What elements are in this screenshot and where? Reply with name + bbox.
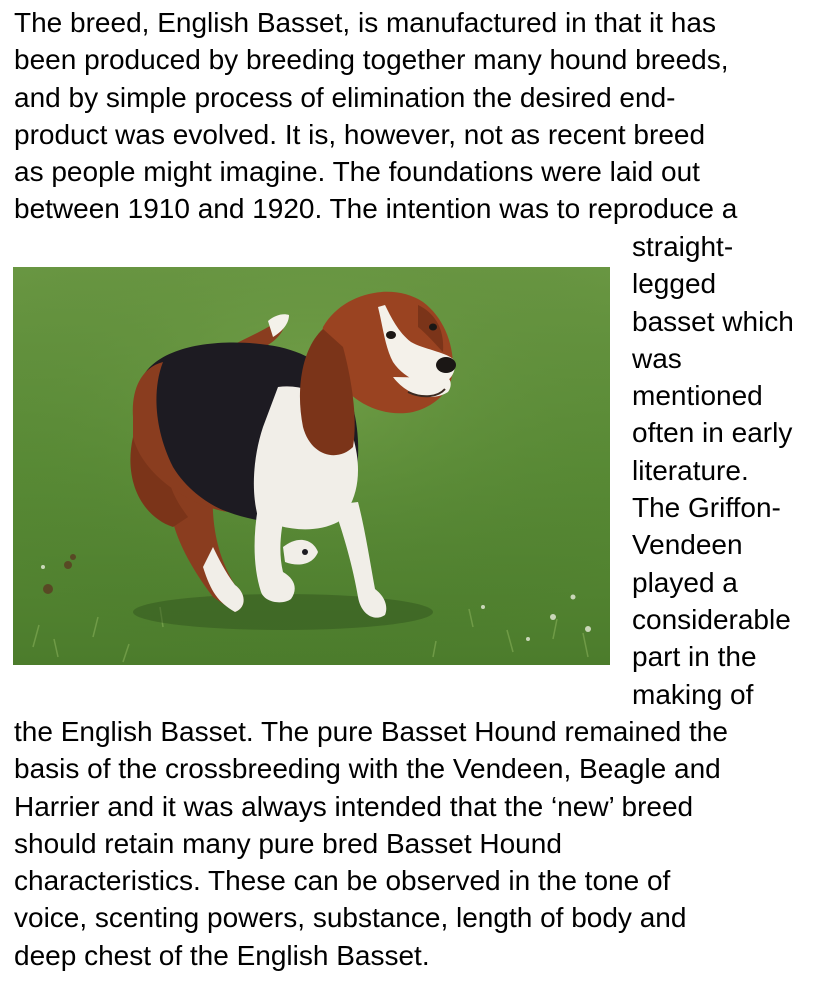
text-line: considerable: [632, 603, 791, 635]
text-line: product was evolved. It is, however, not as recent breed: [14, 118, 706, 150]
text-line: The breed, English Basset, is manufactured in that it has: [14, 7, 716, 38]
text-line: mentioned: [632, 380, 763, 412]
text-line: Harrier and it was always intended that the ‘new’ breed: [14, 790, 694, 822]
text-line: literature.: [632, 454, 749, 486]
text-line: often in early: [632, 417, 793, 449]
intro-paragraph: [14, 4, 737, 228]
text-line: was: [632, 342, 682, 374]
text-line: Vendeen: [632, 529, 743, 561]
text-line: characteristics. These can be observed in the tone of: [14, 865, 671, 897]
dog-photo: [13, 267, 610, 665]
text-line: voice, scenting powers, substance, length of body and: [14, 902, 687, 934]
text-line: part in the: [632, 641, 757, 673]
text-line: and by simple process of elimination the desired end-: [14, 81, 676, 113]
text-line: the English Basset. The pure Basset Hound remained the: [14, 716, 728, 747]
text-line: basset which: [632, 305, 794, 337]
side-column-text: [632, 228, 794, 713]
text-line: between 1910 and 1920. The intention was to reproduce a: [14, 193, 738, 225]
text-line: deep chest of the English Basset.: [14, 939, 430, 971]
text-line: been produced by breeding together many hound breeds,: [14, 44, 729, 76]
text-line: The Griffon-: [632, 492, 781, 524]
text-line: basis of the crossbreeding with the Vendeen, Beagle and: [14, 753, 721, 785]
text-line: played a: [632, 566, 738, 598]
closing-paragraph: [14, 713, 728, 974]
text-line: legged: [632, 268, 717, 300]
text-line: making of: [632, 678, 754, 710]
text-line: straight-: [632, 231, 734, 262]
text-line: should retain many pure bred Basset Hound: [14, 827, 562, 859]
dog-nose: [436, 357, 456, 373]
text-line: as people might imagine. The foundations were laid out: [14, 156, 700, 188]
